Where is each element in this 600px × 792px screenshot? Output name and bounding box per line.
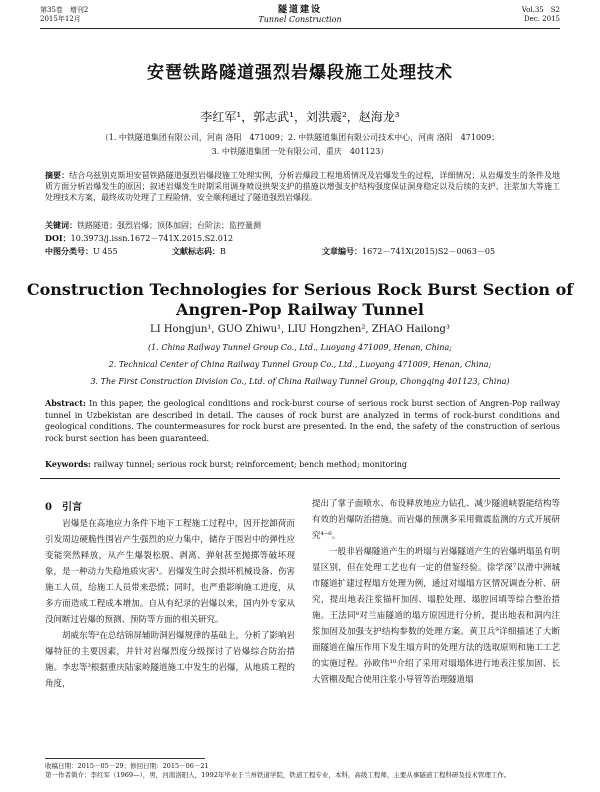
received-date: 收稿日期：2015－05－29；修回日期：2015－06－21	[45, 762, 209, 770]
title-en-line-1: Construction Technologies for Serious Rock Burst Section of	[26, 280, 574, 299]
keywords-en-label: Keywords:	[45, 459, 92, 469]
title-cn: 安琶铁路隧道强烈岩爆段施工处理技术	[147, 63, 453, 83]
abstract-en-text: In this paper, the geological conditions and rock-burst course of serious rock burst section of Angren-Pop railway tunnel in Uzbekistan are described in detail. The causes of rock burst are analyzed in terms of rock-burst conditions and geological conditions. The countermeasures for rock burst are presented. In the end, the safety of the construction of serious rock burst section has been guaranteed.	[45, 399, 560, 443]
clc-label: 中图分类号：	[45, 246, 93, 256]
body-column-right	[312, 496, 560, 688]
footnote-rule	[45, 758, 205, 759]
author-bio: 第一作者简介：李红军（1969—），男，河南洛阳人，1992年毕业于兰州铁道学院，铁道工程专业，本科，高级工程师，主要从事隧道工程科研及技术管理工作。	[45, 771, 511, 779]
abstract-en	[45, 398, 560, 444]
abstract-cn-text: 结合乌兹别克斯坦安琶铁路隧道强烈岩爆段施工处理实例，分析岩爆段工程地质情况及岩爆发生的过程，详细情况；从岩爆发生的条件及地质方面分析岩爆发生的原因；叙述岩爆发生时期采用调身喷设拱架支护的措施以增强支护结构强度保证洞身稳定以及后续的支护、注浆加大等施工处理技术方案，最终成功处理了工程险情，安全顺利通过了隧道强烈岩爆段。	[45, 171, 561, 202]
volume-issue-cn: 第35卷 增刊2	[40, 6, 89, 14]
clc-value: U 455	[93, 247, 118, 256]
date-cn: 2015年12月	[40, 15, 81, 23]
affiliation-cn-line-2: 3. 中铁隧道集团一处有限公司，重庆 401123）	[211, 147, 389, 156]
paragraph: 胡威东等²在总结锦屏辅助洞岩爆规律的基础上，分析了影响岩爆特征的主要因素，并针对岩爆烈度分级探讨了岩爆综合防治措施。李忠等³根据重庆陆家岭隧道施工中发生的岩爆，从地质工程的角度，	[45, 631, 295, 689]
keywords-en-text: railway tunnel; serious rock burst; reinforcement; bench method; monitoring	[93, 460, 408, 469]
doi-label: DOI：	[45, 233, 71, 243]
paragraph: 提出了掌子面喷水、布设释放地应力钻孔、减少隧道峡裂能结构等有效的岩爆防治措施。而岩爆的预测多采用微震监测的方式开展研究⁴⁻⁶。	[312, 499, 560, 541]
keywords-cn	[45, 220, 560, 231]
section-heading-introduction: 0 引言	[45, 502, 82, 513]
affiliation-en-line-1: (1. China Railway Tunnel Group Co., Ltd., Luoyang 471009, Henan, China;	[148, 343, 452, 352]
abstract-cn-label: 摘要：	[45, 170, 70, 180]
running-header-right	[522, 6, 560, 24]
article-number	[322, 246, 495, 257]
volume-issue-en: Vol.35 S2	[521, 6, 560, 14]
document-code	[172, 246, 226, 257]
paragraph: 岩爆是在高地应力条件下地下工程施工过程中，因开挖卸荷而引发周边硬脆性围岩产生强烈的应力集中，储存于围岩中的弹性应变能突然释放，从产生爆裂松脱、剥离、弹射甚至抛掷等破坏现象，是一种动力失稳地质灾害¹。岩爆发生时会损坏机械设备、伤害施工人员，给施工人员带来恐慌；同时，也严重影响施工进度，从多方面造成工程成本增加。自从有纪录的岩爆以来，国内外专家从没间断过岩爆的预测、预防等方面的相关研究。	[45, 519, 295, 625]
keywords-en	[45, 459, 560, 471]
keywords-cn-label: 关键词：	[45, 220, 77, 230]
header-rule	[40, 28, 560, 29]
affiliation-cn-line-1: （1. 中铁隧道集团有限公司，河南 洛阳 471009；2. 中铁隧道集团有限公司技术中心，河南 洛阳 471009；	[100, 133, 500, 142]
doi-text: 10.3973/j.issn.1672－741X.2015.S2.012	[70, 234, 234, 243]
paragraph: 一般非岩爆隧道产生的坍塌与岩爆隧道产生的岩爆坍塌虽有明显区别，但在处理工艺也有一定的借鉴经验。徐学深⁷以滑中洲城市隧道扩建过程塌方处理为例，通过对塌塌方区情况调查分析、研究，提出地表注浆锚杆加固、塌腔处理、塌腔回填等综合整治措施。王法同⁸对兰庙隧道的塌方原因进行分析，提出地表和洞内注浆加固及加强支护结构参数的处理方案。黄卫兵⁹详细描述了大断面隧道在偏压作用下发生塌方时的处理方法的选取原则和施工工艺的实施过程。孙欧伟¹⁰介绍了采用对塌塌体进行地表注浆加固、长大管棚及配合使用注浆小导管等治理隧道塌	[312, 547, 560, 685]
journal-name-cn: 隧道建设	[277, 5, 322, 15]
title-en-line-2: Angren-Pop Railway Tunnel	[176, 300, 424, 319]
abstract-cn	[45, 170, 560, 203]
body-column-left	[45, 516, 295, 692]
abstract-en-label: Abstract:	[45, 398, 86, 408]
authors-cn: 李红军¹，郭志武¹，刘洪震²，赵海龙³	[200, 110, 400, 124]
affiliation-en-line-3: 3. The First Construction Division Co., Ltd. of China Railway Tunnel Group, Chongqing 401123, China)	[90, 377, 510, 386]
journal-name-en: Tunnel Construction	[258, 15, 342, 24]
keywords-cn-text: 铁路隧道；强烈岩爆；顶体加固；台阶法；监控量测	[77, 221, 261, 230]
clc-number	[45, 246, 118, 257]
document-code-label: 文献标志码：	[172, 246, 220, 256]
article-number-value: 1672－741X(2015)S2－0063－05	[362, 247, 496, 256]
document-code-value: B	[220, 247, 226, 256]
authors-en: LI Hongjun¹, GUO Zhiwu¹, LIU Hongzhen², ZHAO Hailong³	[150, 324, 450, 335]
running-header-center	[0, 6, 600, 24]
date-en: Dec. 2015	[524, 15, 560, 23]
affiliation-en-line-2: 2. Technical Center of China Railway Tunnel Group Co., Ltd., Luoyang 471009, Henan, China;	[108, 360, 492, 369]
abstract-rule	[40, 478, 560, 479]
footnotes	[45, 762, 560, 780]
doi	[45, 233, 560, 244]
article-number-label: 文章编号：	[322, 246, 362, 256]
